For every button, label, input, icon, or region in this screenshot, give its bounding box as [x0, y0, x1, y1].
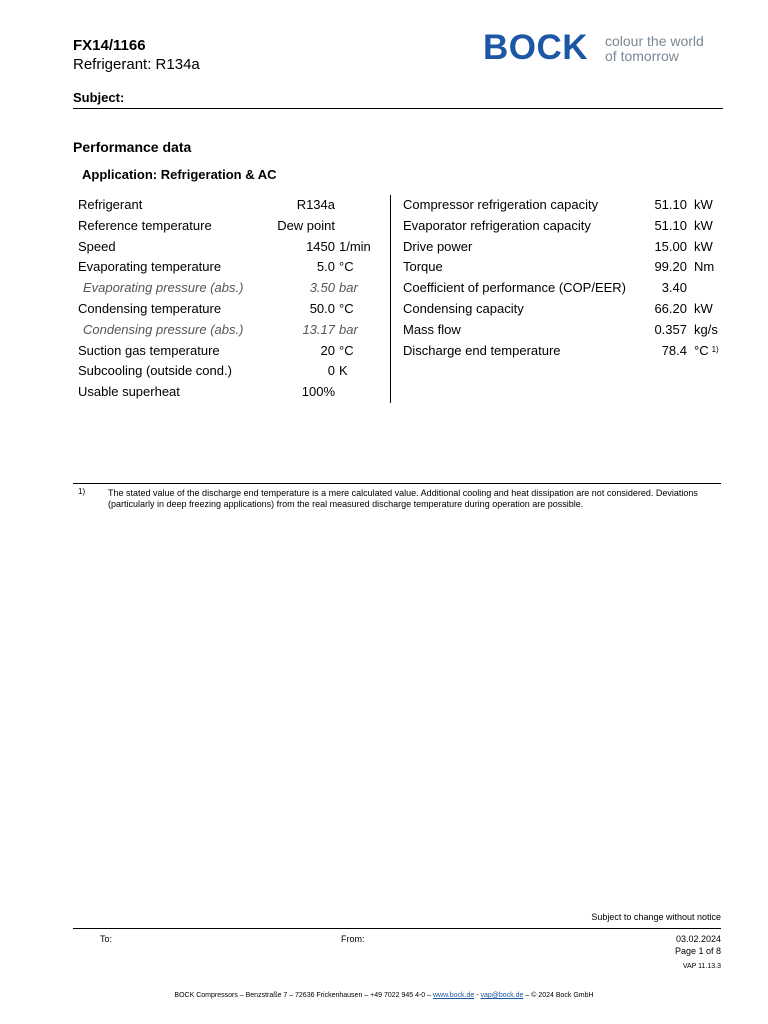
left-row-value: 0 [327, 363, 335, 379]
to-label: To: [100, 934, 113, 944]
left-row-unit: bar [339, 321, 358, 337]
refrigerant-value: R134a [155, 56, 200, 73]
left-row-label: Condensing temperature [78, 301, 222, 316]
vap-version: VAP 11.13.3 [682, 963, 721, 970]
right-row-label: Mass flow [403, 321, 461, 337]
right-row-label: Coefficient of performance (COP/EER) [403, 280, 627, 296]
right-row-unit [694, 216, 713, 236]
footnote-reference: 1) [711, 344, 719, 354]
application-title: Application: Refrigeration & AC [82, 167, 277, 182]
right-row-value: 66.20 [654, 301, 687, 316]
left-row-label: Reference temperature [78, 217, 212, 233]
left-row-unit: K [339, 363, 348, 379]
right-row-unit-text: kW [694, 197, 713, 212]
refrigerant-label: Refrigerant: [73, 56, 152, 73]
left-row-unit: °C [339, 259, 354, 275]
right-row-label: Evaporator refrigeration capacity [403, 217, 591, 233]
logo-tagline [605, 34, 704, 64]
right-row-unit-text: kW [694, 217, 713, 233]
left-row-label: Evaporating temperature [78, 259, 222, 275]
performance-title: Performance data [73, 139, 192, 155]
tagline-line1: colour the world [605, 33, 704, 49]
footer-divider [73, 928, 721, 929]
left-row-label: Refrigerant [78, 197, 143, 212]
left-row-value: 100% [301, 384, 335, 400]
right-row-label: Compressor refrigeration capacity [403, 197, 599, 212]
right-row-label: Torque [403, 259, 443, 275]
left-row-value: R134a [296, 197, 335, 212]
left-row-unit: °C [339, 301, 354, 316]
logo-wordmark: BOCK [483, 28, 589, 67]
model-title: FX14/1166 [73, 37, 146, 54]
footnote-mark: 1) [78, 487, 86, 496]
column-divider [390, 195, 391, 403]
right-row-value: 51.10 [654, 197, 687, 212]
refrigerant-line [73, 56, 200, 73]
right-row-label: Drive power [403, 238, 473, 254]
right-row-value: 15.00 [654, 238, 687, 254]
right-row-unit [694, 237, 713, 257]
right-row-unit [694, 341, 719, 361]
left-row-label: Speed [78, 238, 116, 254]
footer-separator: - [476, 992, 479, 999]
right-row-label: Condensing capacity [403, 301, 524, 316]
right-row-value: 78.4 [661, 342, 687, 358]
subject-to-change: Subject to change without notice [591, 912, 721, 922]
footnote-divider [73, 483, 721, 484]
right-row-value: 3.40 [661, 280, 687, 296]
left-row-unit: bar [339, 280, 358, 296]
right-row-unit [694, 195, 713, 215]
subject-label: Subject: [73, 90, 125, 105]
footnote-text: The stated value of the discharge end temperature is a mere calculated value. Additional cooling and heat dissipation are not considered. Deviations (particularly in deep freezing applications) from the real measured discharge temperature during operation are possible. [108, 488, 698, 509]
right-row-unit-text: kW [694, 301, 713, 316]
left-row-value: 50.0 [309, 301, 335, 316]
left-row-unit: 1/min [339, 238, 371, 254]
bock-logo [483, 28, 704, 67]
right-row-value: 99.20 [654, 259, 687, 275]
document-date: 03.02.2024 [675, 934, 721, 944]
tagline-line2: of tomorrow [605, 48, 679, 64]
email-link[interactable]: vap@bock.de [480, 992, 524, 999]
right-row-unit [694, 299, 713, 319]
header-divider [73, 108, 723, 109]
copyright: – © 2024 Bock GmbH [525, 992, 594, 999]
left-row-value: 20 [320, 342, 335, 358]
left-row-value: 5.0 [316, 259, 335, 275]
right-row-unit-text: Nm [694, 259, 715, 275]
from-label: From: [341, 934, 365, 944]
left-row-label: Evaporating pressure (abs.) [83, 280, 244, 296]
right-row-unit-text: kW [694, 238, 713, 254]
right-row-unit-text: kg/s [694, 321, 718, 337]
left-row-value: 13.17 [302, 321, 335, 337]
left-row-unit: °C [339, 342, 354, 358]
company-footer [0, 992, 768, 999]
page-number: Page 1 of 8 [674, 946, 721, 956]
right-row-unit [694, 320, 718, 340]
left-row-value: 3.50 [309, 280, 335, 296]
left-row-value: 1450 [306, 238, 335, 254]
left-row-label: Subcooling (outside cond.) [78, 363, 232, 379]
left-row-label: Condensing pressure (abs.) [83, 321, 244, 337]
right-row-unit-text: °C [694, 342, 709, 358]
right-row-label: Discharge end temperature [403, 342, 561, 358]
left-row-label: Suction gas temperature [78, 342, 220, 358]
website-link[interactable]: www.bock.de [433, 992, 475, 999]
left-row-label: Usable superheat [78, 384, 180, 400]
right-row-unit [694, 257, 714, 277]
right-row-value: 0.357 [654, 321, 687, 337]
company-line: BOCK Compressors – Benzstraße 7 – 72636 Frickenhausen – +49 7022 945 4-0 – [174, 992, 432, 999]
right-row-value: 51.10 [654, 217, 687, 233]
left-row-value: Dew point [277, 217, 335, 233]
